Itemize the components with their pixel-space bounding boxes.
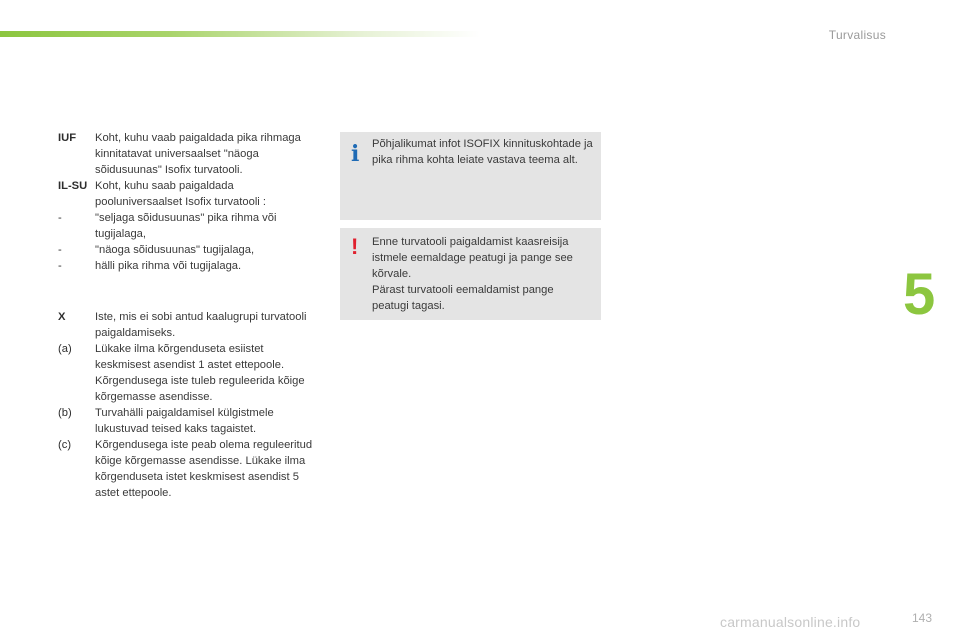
header-accent-bar [0, 31, 480, 37]
note-key: (b) [58, 407, 72, 419]
legend-text: Kõrgendusega iste peab olema reguleeritud kõige kõrgemasse asendisse. Lükake ilma kõrgenduseta istet keskmisest asendist 5 astet ettepoole. [95, 439, 313, 499]
legend-key: IUF [58, 132, 77, 144]
bullet-dash: - [58, 212, 62, 224]
warning-text [372, 234, 593, 314]
legend-text: Koht, kuhu vaab paigaldada pika rihmaga kinnitatavat universaalset "näoga sõidusuunas" Isofix turvatooli. [95, 132, 301, 176]
legend-text: "näoga sõidusuunas" tugijalaga, [95, 244, 255, 256]
bullet-dash: - [58, 260, 62, 272]
warning-text-line: Enne turvatooli paigaldamist kaasreisija istmele eemaldage peatugi ja pange see kõrvale. [372, 236, 573, 280]
legend-bullet [58, 242, 318, 258]
legend-column [58, 130, 318, 501]
legend-row-x [58, 309, 318, 341]
note-key: (c) [58, 439, 72, 451]
legend-row-iuf [58, 130, 318, 178]
warning-box [340, 228, 601, 320]
page-number: 143 [912, 611, 933, 625]
info-text: Põhjalikumat infot ISOFIX kinnituskohtade ja pika rihma kohta leiate vastava teema alt. [372, 138, 593, 166]
legend-bullet [58, 258, 318, 274]
legend-text: Iste, mis ei sobi antud kaalugrupi turvatooli paigaldamiseks. [95, 311, 307, 339]
info-icon: i [351, 141, 360, 167]
legend-text: hälli pika rihma või tugijalaga. [95, 260, 242, 272]
bullet-dash: - [58, 244, 62, 256]
legend-key: X [58, 311, 66, 323]
legend-row-il-su [58, 178, 318, 210]
info-box [340, 132, 601, 220]
legend-text: Lükake ilma kõrgenduseta esiistet keskmisest asendist 1 astet ettepoole. Kõrgendusega iste tuleb reguleerida kõige kõrgemasse asendisse. [95, 343, 305, 403]
warning-icon: ! [351, 234, 359, 259]
legend-key: IL-SU [58, 180, 88, 192]
legend-text: Turvahälli paigaldamisel külgistmele lukustuvad teised kaks tagaistet. [95, 407, 274, 435]
legend-text: "seljaga sõidusuunas" pika rihma või tugijalaga, [95, 212, 277, 240]
chapter-number: 5 [903, 262, 936, 327]
spacer [58, 274, 318, 309]
legend-bullet [58, 210, 318, 242]
warning-text-line: Pärast turvatooli eemaldamist pange peatugi tagasi. [372, 284, 554, 312]
legend-row-note-a [58, 341, 318, 405]
note-key: (a) [58, 343, 72, 355]
legend-row-note-c [58, 437, 318, 501]
legend-row-note-b [58, 405, 318, 437]
watermark: carmanualsonline.info [720, 614, 861, 630]
legend-text: Koht, kuhu saab paigaldada pooluniversaalset Isofix turvatooli : [95, 180, 267, 208]
section-title: Turvalisus [828, 28, 886, 42]
